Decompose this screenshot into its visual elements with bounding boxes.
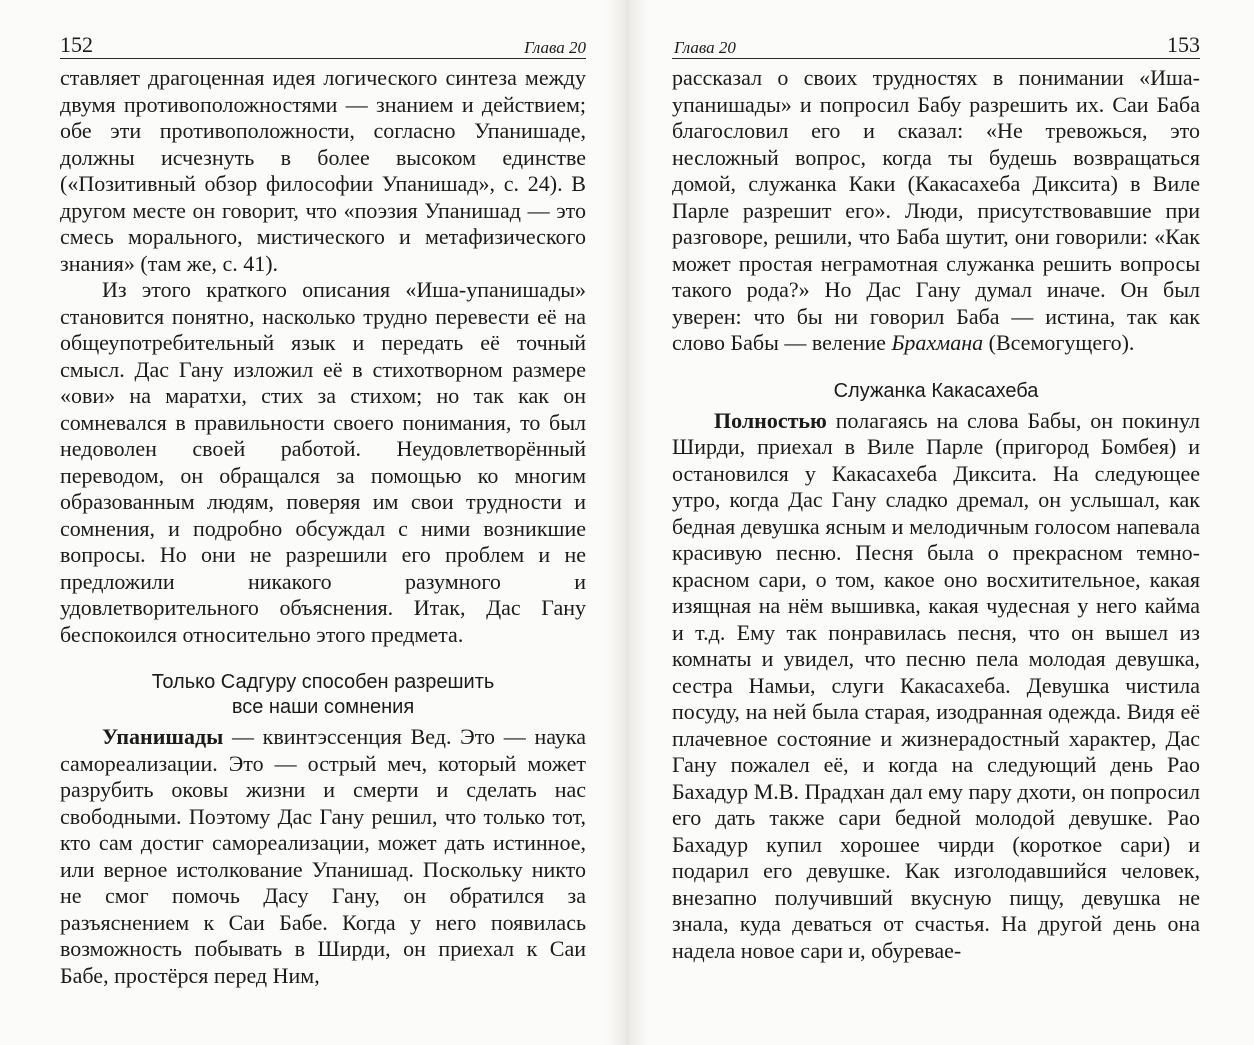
right-page-number: 153: [1167, 32, 1200, 57]
left-page-body: [60, 65, 586, 989]
right-paragraph-1-tail: (Всемогущего).: [983, 330, 1135, 355]
right-page-body: [672, 65, 1200, 964]
left-paragraph-2: Из этого краткого описания «Иша-упанишады» становится понятно, насколько трудно перевести её на общеупотребительный язык и передать её точный смысл. Дас Гану изложил её в стихотворном размере «ови» на маратхи, стих за стихом; но так как он сомневался в правильности своего понимания, то был недоволен своей работой. Неудовлетворённый переводом, он обращался за помощью ко многим образованным людям, поверяя им свои трудности и сомнения, и подробно обсуждал с ними возникшие вопросы. Но они не разрешили его проблем и не предложили никакого разумного и удовлетворительного объяснения. Итак, Дас Гану беспокоился относительно этого предмета.: [60, 277, 586, 647]
left-paragraph-3: [60, 724, 586, 989]
right-page: [672, 0, 1200, 1045]
right-section-heading: Служанка Какасахеба: [833, 379, 1039, 402]
left-section-heading: [60, 670, 586, 720]
left-paragraph-3-text: — квинтэссенция Вед. Это — наука самореализации. Это — острый меч, который может разрубить оковы жизни и смерти и сделать нас свободными. Поэтому Дас Гану решил, что только тот, кто сам достиг самореализации, может дать истинное, или верное истолкование Упанишад. Поскольку никто не смог помочь Дасу Гану, он обратился за разъяснением к Саи Бабе. Когда у него появилась возможность побывать в Ширди, он приехал к Саи Бабе, простёрся перед Ним,: [60, 724, 586, 988]
left-chapter-title: Глава 20: [524, 38, 586, 57]
book-gutter: [606, 0, 648, 1045]
left-paragraph-3-lead-word: Упанишады: [102, 724, 224, 749]
right-paragraph-1-italic: Брахмана: [891, 330, 984, 355]
right-paragraph-1: [672, 65, 1200, 357]
right-paragraph-2: [672, 408, 1200, 965]
left-page: [60, 0, 586, 1045]
right-paragraph-2-lead-word: Полностью: [714, 407, 827, 433]
right-paragraph-1-text: рассказал о своих трудностях в понимании «Иша-упанишады» и попросил Бабу разрешить их. Саи Баба благословил его и сказал: «Не тревожься, это несложный вопрос, когда ты будешь возвращаться домой, служанка Каки (Какасахеба Диксита) в Виле Парле разрешит его». Люди, присутствовавшие при разговоре, решили, что Баба шутит, они говорили: «Как может простая неграмотная служанка решить вопросы такого рода?» Но Дас Гану думал иначе. Он был уверен: что бы ни говорил Баба — истина, так как слово Бабы — веление: [672, 65, 1200, 355]
left-paragraph-1: ставляет драгоценная идея логического синтеза между двумя противоположностями — знанием и действием; обе эти противоположности, согласно Упанишаде, должны исчезнуть в более высоком единстве («Позитивный обзор философии Упанишад», с. 24). В другом месте он говорит, что «поэзия Упанишад — это смесь морального, мистического и метафизического знания» (там же, с. 41).: [60, 65, 586, 276]
left-section-heading-line-1: Только Садгуру способен разрешить: [151, 671, 495, 693]
right-running-head: [672, 0, 1200, 59]
right-paragraph-2-text: полагаясь на слова Бабы, он покинул Ширди, приехал в Виле Парле (пригород Бомбея) и остановился у Какасахеба Диксита. На следующее утро, когда Дас Гану сладко дремал, он услышал, как бедная девушка ясным и мелодичным голосом напевала красивую песню. Песня была о прекрасном темно-красном сари, о том, какое оно восхитительное, какая изящная на нём вышивка, какая чудесная у него кайма и т.д. Ему так понравилась песня, что он вышел из комнаты и увидел, что песню пела молодая девушка, сестра Намьи, слуги Какасахеба. Девушка чистила посуду, на ней была старая, изодранная одежда. Видя её плачевное состояние и жизнерадостный характер, Дас Гану пожалел её, и когда на следующий день Рао Бахадур М.В. Прадхан дал ему пару дхоти, он попросил его дать также сари бедной молодой девушке. Рао Бахадур купил хорошее чирди (короткое сари) и подарил его девушке. Как изголодавшийся человек, внезапно получивший вкусную пищу, девушка не знала, куда деваться от счастья. На другой день она надела новое сари и, обуреваe-: [672, 407, 1200, 963]
left-running-head: [60, 0, 586, 59]
right-chapter-title: Глава 20: [674, 38, 736, 57]
left-section-heading-line-2: все наши сомнения: [231, 696, 415, 718]
left-page-number: 152: [60, 32, 93, 57]
